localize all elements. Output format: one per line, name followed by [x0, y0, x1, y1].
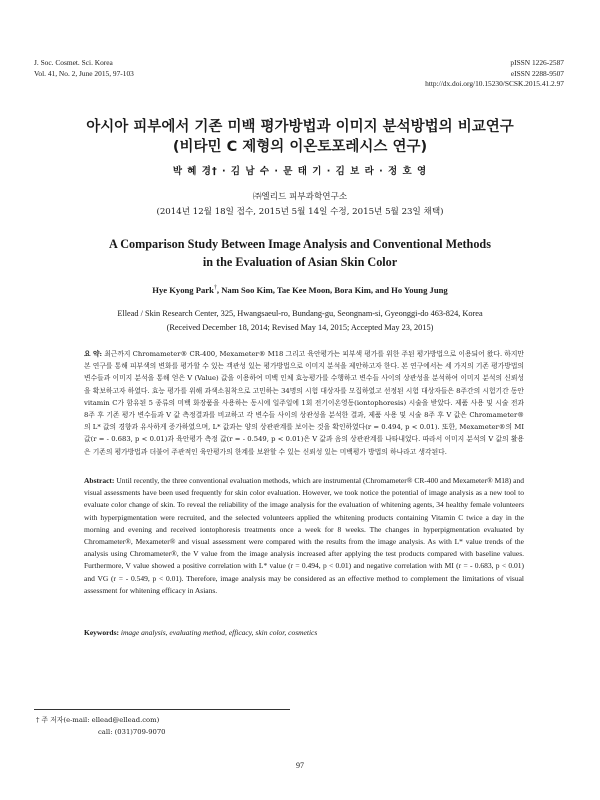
- corresponding-author: Hye Kyong Park: [152, 285, 214, 295]
- footnote-phone: call: (031)709-9070: [98, 727, 166, 736]
- pissn: pISSN 1226-2587: [510, 58, 564, 67]
- english-title-line2: in the Evaluation of Asian Skin Color: [202, 255, 398, 269]
- english-title-line1: A Comparison Study Between Image Analysis and Conventional Methods: [109, 237, 491, 251]
- journal-header: [34, 58, 134, 79]
- korean-dates: (2014년 12월 18일 접수, 2015년 5월 14일 수정, 2015년 5월 23일 채택): [156, 207, 444, 217]
- korean-authors: 박 혜 경† · 김 남 수 · 문 태 기 · 김 보 라 · 정 호 영: [172, 166, 428, 177]
- korean-affiliation-block: [0, 190, 600, 220]
- footnote-divider: [34, 709, 290, 710]
- corresponding-mark: †: [213, 285, 217, 292]
- keywords-label: Keywords:: [84, 628, 119, 637]
- english-affiliation-block: [0, 307, 600, 334]
- korean-abstract-text: 최근까지 Chromameter® CR-400, Mexameter® M18 그리고 육안평가는 피부색 평가를 위한 주된 평가방법으로 이용되어 왔다. 하지만 본 연구를 통해 피부색의 변화를 평가할 수 있는 객관성 있는 평가방법으로 이미지 분석을 제안하고자 한다. 본 연구에서는 세 가지의 기존 평가방법의 변수들과 이미지 분석을 통해 얻은 V (Value) 값을 이용하여 미백 인체 효능평가를 수행하고 변수들 사이의 상관성을 분석하여 이미지 분석의 신뢰성을 확보하고자 하였다. 효능 평가를 위해 과색소침착으로 고민하는 34명의 시험 대상자를 모집하였고 선정된 시험 대상자들은 8주간의 시험기간 동안 vitamin C가 함유된 5 종류의 미백 화장품을 사용하는 동시에 일주일에 1회 전기이온영동(iontophoresis) 시술을 받았다. 제품 사용 및 시술 전과 8주 후 기존 평가 변수들과 V 값 측정결과를 비교하고 각 변수들 사이의 상관성을 분석한 결과, 제품 사용 및 시술 8주 후 V 값은 Chromameter®의 L* 값의 경향과 유사하게 증가하였으며, L* 값과는 양의 상관관계를 보이는 것을 확인하였다(r = 0.494, p < 0.01). 또한, Mexameter®의 MI 값(r = - 0.683, p < 0.01)과 육안평가 측정 값(r = - 0.549, p < 0.01)은 V 값과 음의 상관관계를 나타내었다. 따라서 이미지 분석의 V 값의 활용은 기존의 평가방법과 더불어 주관적인 육안평가의 한계를 보완할 수 있는 신뢰성 있는 미백평가 방법의 하나라고 생각된다.: [84, 350, 524, 456]
- co-authors: , Nam Soo Kim, Tae Kee Moon, Bora Kim, and Ho Young Jung: [216, 285, 448, 295]
- korean-affiliation: ㈜엘리드 피부과학연구소: [252, 192, 348, 202]
- korean-title-line2: (비타민 C 제형의 이온토포레시스 연구): [172, 139, 428, 155]
- korean-abstract-label: 요 약:: [84, 350, 103, 358]
- footnote-email: † 주 저자(e-mail: ellead@ellead.com): [36, 716, 160, 724]
- english-dates: (Received December 18, 2014; Revised May 14, 2015; Accepted May 23, 2015): [166, 322, 434, 332]
- english-authors: [0, 285, 600, 295]
- footnote: [36, 715, 166, 738]
- keywords: [84, 628, 524, 637]
- issn-header: [425, 58, 564, 90]
- english-abstract: [84, 475, 524, 597]
- keywords-text: image analysis, evaluating method, efficacy, skin color, cosmetics: [120, 628, 318, 637]
- eissn: eISSN 2288-9507: [510, 68, 564, 78]
- english-affiliation: Ellead / Skin Research Center, 325, Hwangsaeul-ro, Bundang-gu, Seongnam-si, Gyeonggi-do 463-824, Korea: [117, 309, 483, 318]
- korean-title-line1: 아시아 피부에서 기존 미백 평가방법과 이미지 분석방법의 비교연구: [86, 119, 514, 135]
- journal-name: J. Soc. Cosmet. Sci. Korea: [34, 58, 113, 67]
- page-number: 97: [296, 761, 304, 770]
- english-title: [0, 235, 600, 271]
- english-abstract-text: Until recently, the three conventional evaluation methods, which are instrumental (Chromameter® CR-400 and Mexameter® M18) and visual assessments have been used frequently for skin color evaluation. However, we took notice the potential of image analysis as a new tool to evaluate color change of skin. To reveal the reliability of the image analysis for the evaluation of whitening agents, 34 healthy female volunteers with hyperpigmentation were recruited, and the selected volunteers applied the whitening products containing Vitamin C twice a day in the morning and evening and received iontophoresis treatments once a week for 8 weeks. The changes in hyperpigmentation evaluated by Chromameter®, Mexameter® and visual assessment were compared with the results from the image analysis. As with L* value trends of the analysis using Chromameter®, the V value from the image analysis increased after applying the test products compared with baseline values. Furthermore, V value showed a positive correlation with L* value (r = 0.494, p < 0.01) and negative correlation with MI (r = - 0.683, p < 0.01) and VG (r = - 0.549, p < 0.01). Therefore, image analysis may be considered as an effective method to complement the limitations of visual assessment for whitening efficacy in Asians.: [84, 476, 524, 595]
- doi-link[interactable]: http://dx.doi.org/10.15230/SCSK.2015.41.2.97: [425, 79, 564, 88]
- korean-title: [0, 117, 600, 157]
- journal-volume: Vol. 41, No. 2, June 2015, 97-103: [34, 68, 134, 78]
- english-abstract-label: Abstract:: [84, 476, 115, 485]
- korean-abstract: [84, 348, 524, 458]
